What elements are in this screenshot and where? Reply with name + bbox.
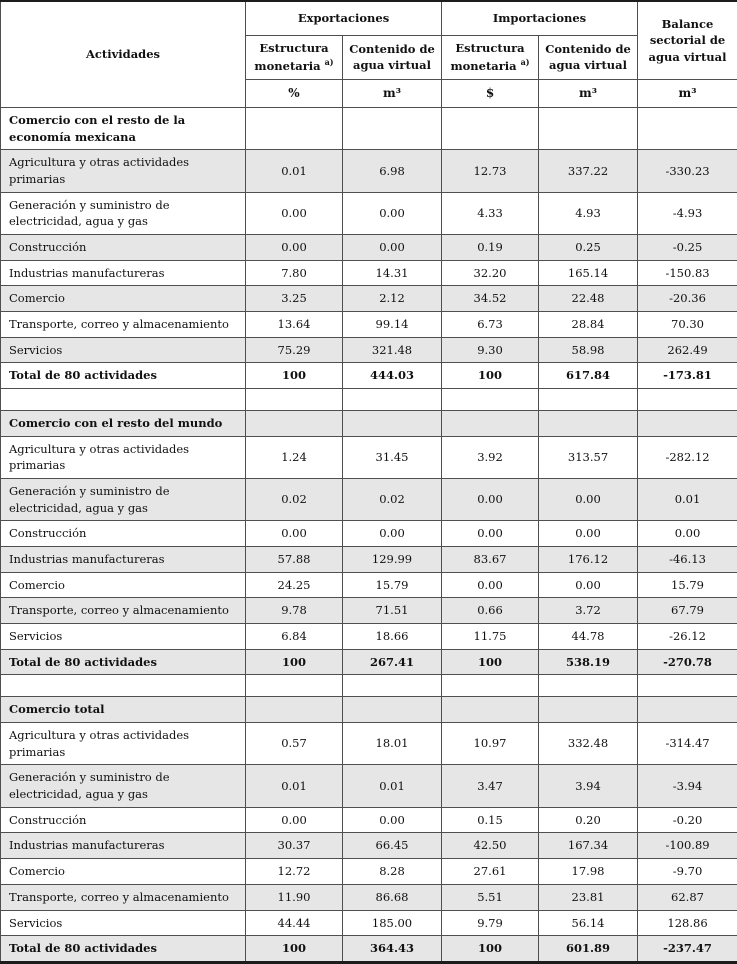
empty-cell	[442, 697, 539, 723]
value-cell: 617.84	[539, 363, 638, 389]
data-row	[1, 910, 737, 936]
value-cell: 0.00	[343, 521, 442, 547]
value-cell: 22.48	[539, 286, 638, 312]
value-cell: 167.34	[539, 833, 638, 859]
value-cell: -270.78	[638, 649, 737, 675]
value-cell: 0.00	[638, 521, 737, 547]
value-cell: 0.00	[246, 235, 343, 261]
value-cell: 23.81	[539, 884, 638, 910]
value-cell: -26.12	[638, 624, 737, 650]
value-cell: 10.97	[442, 723, 539, 765]
value-cell: 86.68	[343, 884, 442, 910]
value-cell: 62.87	[638, 884, 737, 910]
section-title-row	[1, 697, 737, 723]
value-cell: -282.12	[638, 436, 737, 478]
value-cell: 0.00	[246, 192, 343, 234]
data-row	[1, 479, 737, 521]
empty-cell	[539, 411, 638, 437]
data-row	[1, 624, 737, 650]
value-cell: 332.48	[539, 723, 638, 765]
value-cell: 0.00	[442, 572, 539, 598]
data-row	[1, 150, 737, 192]
activity-label-cell: Agricultura y otras actividades primarias	[1, 150, 246, 192]
data-row	[1, 859, 737, 885]
value-cell: -330.23	[638, 150, 737, 192]
data-row	[1, 337, 737, 363]
value-cell: 100	[246, 649, 343, 675]
value-cell: 15.79	[343, 572, 442, 598]
spacer-cell	[246, 675, 343, 697]
value-cell: -9.70	[638, 859, 737, 885]
value-cell: 18.01	[343, 723, 442, 765]
section-title-cell: Comercio con el resto de la economía mexicana	[1, 108, 246, 150]
value-cell: 57.88	[246, 547, 343, 573]
value-cell: 99.14	[343, 312, 442, 338]
value-cell: 1.24	[246, 436, 343, 478]
spacer-cell	[1, 675, 246, 697]
value-cell: 6.73	[442, 312, 539, 338]
empty-cell	[246, 697, 343, 723]
value-cell: 42.50	[442, 833, 539, 859]
value-cell: 11.75	[442, 624, 539, 650]
value-cell: 3.94	[539, 765, 638, 807]
table-body	[1, 108, 737, 963]
header-actividades: Actividades	[1, 1, 246, 108]
spacer-cell	[1, 389, 246, 411]
header-balance: Balance sectorial de agua virtual	[638, 1, 737, 80]
activity-label-cell: Transporte, correo y almacenamiento	[1, 312, 246, 338]
value-cell: 13.64	[246, 312, 343, 338]
value-cell: 0.19	[442, 235, 539, 261]
section-title-row	[1, 108, 737, 150]
activity-label-cell: Transporte, correo y almacenamiento	[1, 884, 246, 910]
data-row	[1, 312, 737, 338]
activity-label-cell: Servicios	[1, 337, 246, 363]
estructura-label: Estructura monetaria	[450, 41, 524, 72]
activity-label-cell: Servicios	[1, 624, 246, 650]
value-cell: -4.93	[638, 192, 737, 234]
value-cell: 0.00	[343, 807, 442, 833]
value-cell: 58.98	[539, 337, 638, 363]
value-cell: 3.47	[442, 765, 539, 807]
header-estructura-exportaciones	[246, 36, 343, 80]
value-cell: 71.51	[343, 598, 442, 624]
data-row	[1, 884, 737, 910]
value-cell: -100.89	[638, 833, 737, 859]
value-cell: 0.00	[442, 479, 539, 521]
value-cell: 12.73	[442, 150, 539, 192]
unit-exportaciones-estructura: %	[246, 80, 343, 108]
value-cell: 14.31	[343, 260, 442, 286]
value-cell: 0.66	[442, 598, 539, 624]
value-cell: 18.66	[343, 624, 442, 650]
activity-label-cell: Generación y suministro de electricidad, agua y gas	[1, 479, 246, 521]
value-cell: 5.51	[442, 884, 539, 910]
value-cell: 3.25	[246, 286, 343, 312]
empty-cell	[638, 108, 737, 150]
data-row	[1, 572, 737, 598]
value-cell: 128.86	[638, 910, 737, 936]
activity-label-cell: Construcción	[1, 807, 246, 833]
value-cell: 6.84	[246, 624, 343, 650]
value-cell: 0.00	[246, 521, 343, 547]
empty-cell	[442, 108, 539, 150]
activity-label-cell: Generación y suministro de electricidad, agua y gas	[1, 765, 246, 807]
section-title-cell: Comercio total	[1, 697, 246, 723]
activity-label-cell: Transporte, correo y almacenamiento	[1, 598, 246, 624]
activity-label-cell: Comercio	[1, 572, 246, 598]
value-cell: 262.49	[638, 337, 737, 363]
value-cell: -314.47	[638, 723, 737, 765]
value-cell: 364.43	[343, 936, 442, 963]
value-cell: 56.14	[539, 910, 638, 936]
value-cell: 6.98	[343, 150, 442, 192]
spacer-row	[1, 675, 737, 697]
data-row	[1, 598, 737, 624]
value-cell: 100	[246, 363, 343, 389]
activity-label-cell: Comercio	[1, 859, 246, 885]
value-cell: 12.72	[246, 859, 343, 885]
value-cell: 100	[442, 363, 539, 389]
estructura-label: Estructura monetaria	[254, 41, 328, 72]
empty-cell	[343, 697, 442, 723]
activity-label-cell: Industrias manufactureras	[1, 260, 246, 286]
empty-cell	[343, 108, 442, 150]
data-row	[1, 363, 737, 389]
value-cell: 0.57	[246, 723, 343, 765]
value-cell: 44.44	[246, 910, 343, 936]
activity-label-cell: Generación y suministro de electricidad, agua y gas	[1, 192, 246, 234]
data-row	[1, 936, 737, 963]
value-cell: 0.01	[343, 765, 442, 807]
value-cell: 267.41	[343, 649, 442, 675]
value-cell: 0.01	[246, 765, 343, 807]
data-row	[1, 260, 737, 286]
activity-label-cell: Total de 80 actividades	[1, 363, 246, 389]
value-cell: 601.89	[539, 936, 638, 963]
value-cell: 0.01	[246, 150, 343, 192]
value-cell: 15.79	[638, 572, 737, 598]
value-cell: 34.52	[442, 286, 539, 312]
empty-cell	[638, 697, 737, 723]
value-cell: 100	[442, 936, 539, 963]
value-cell: 0.20	[539, 807, 638, 833]
value-cell: 66.45	[343, 833, 442, 859]
value-cell: 0.00	[539, 572, 638, 598]
spacer-cell	[638, 389, 737, 411]
value-cell: 129.99	[343, 547, 442, 573]
value-cell: 0.00	[343, 235, 442, 261]
activity-label-cell: Total de 80 actividades	[1, 649, 246, 675]
value-cell: 7.80	[246, 260, 343, 286]
spacer-cell	[442, 389, 539, 411]
empty-cell	[539, 697, 638, 723]
value-cell: 0.00	[539, 479, 638, 521]
value-cell: -237.47	[638, 936, 737, 963]
footnote-a-marker: a)	[521, 57, 530, 67]
unit-importaciones-contenido: m³	[539, 80, 638, 108]
value-cell: 9.78	[246, 598, 343, 624]
data-row	[1, 723, 737, 765]
value-cell: 313.57	[539, 436, 638, 478]
value-cell: 0.00	[343, 192, 442, 234]
value-cell: 9.30	[442, 337, 539, 363]
data-row	[1, 192, 737, 234]
value-cell: -0.25	[638, 235, 737, 261]
value-cell: 0.02	[246, 479, 343, 521]
spacer-cell	[246, 389, 343, 411]
activity-label-cell: Industrias manufactureras	[1, 833, 246, 859]
unit-balance: m³	[638, 80, 737, 108]
value-cell: 4.93	[539, 192, 638, 234]
empty-cell	[638, 411, 737, 437]
value-cell: 100	[442, 649, 539, 675]
activity-label-cell: Construcción	[1, 235, 246, 261]
unit-importaciones-estructura: $	[442, 80, 539, 108]
value-cell: 4.33	[442, 192, 539, 234]
value-cell: 8.28	[343, 859, 442, 885]
value-cell: -173.81	[638, 363, 737, 389]
value-cell: 176.12	[539, 547, 638, 573]
header-importaciones: Importaciones	[442, 1, 638, 36]
empty-cell	[343, 411, 442, 437]
activity-label-cell: Industrias manufactureras	[1, 547, 246, 573]
footnote-a-marker: a)	[325, 57, 334, 67]
value-cell: 70.30	[638, 312, 737, 338]
value-cell: -3.94	[638, 765, 737, 807]
value-cell: 0.15	[442, 807, 539, 833]
section-title-row	[1, 411, 737, 437]
value-cell: 9.79	[442, 910, 539, 936]
value-cell: -20.36	[638, 286, 737, 312]
value-cell: 28.84	[539, 312, 638, 338]
data-row	[1, 649, 737, 675]
value-cell: 0.00	[442, 521, 539, 547]
value-cell: 0.00	[246, 807, 343, 833]
data-row	[1, 547, 737, 573]
spacer-cell	[539, 389, 638, 411]
value-cell: 3.92	[442, 436, 539, 478]
empty-cell	[246, 108, 343, 150]
unit-exportaciones-contenido: m³	[343, 80, 442, 108]
activity-label-cell: Servicios	[1, 910, 246, 936]
empty-cell	[246, 411, 343, 437]
data-row	[1, 807, 737, 833]
value-cell: 17.98	[539, 859, 638, 885]
data-row	[1, 286, 737, 312]
value-cell: 337.22	[539, 150, 638, 192]
data-row	[1, 765, 737, 807]
data-row	[1, 235, 737, 261]
header-exportaciones: Exportaciones	[246, 1, 442, 36]
value-cell: 0.01	[638, 479, 737, 521]
data-row	[1, 436, 737, 478]
value-cell: 538.19	[539, 649, 638, 675]
table-header	[1, 1, 737, 108]
spacer-row	[1, 389, 737, 411]
activity-label-cell: Agricultura y otras actividades primarias	[1, 436, 246, 478]
value-cell: 0.02	[343, 479, 442, 521]
value-cell: 11.90	[246, 884, 343, 910]
spacer-cell	[343, 389, 442, 411]
spacer-cell	[638, 675, 737, 697]
value-cell: 3.72	[539, 598, 638, 624]
activity-label-cell: Total de 80 actividades	[1, 936, 246, 963]
empty-cell	[442, 411, 539, 437]
data-row	[1, 521, 737, 547]
value-cell: 32.20	[442, 260, 539, 286]
activity-label-cell: Construcción	[1, 521, 246, 547]
value-cell: 185.00	[343, 910, 442, 936]
value-cell: 444.03	[343, 363, 442, 389]
spacer-cell	[442, 675, 539, 697]
value-cell: 75.29	[246, 337, 343, 363]
value-cell: 27.61	[442, 859, 539, 885]
spacer-cell	[343, 675, 442, 697]
section-title-cell: Comercio con el resto del mundo	[1, 411, 246, 437]
value-cell: 30.37	[246, 833, 343, 859]
header-contenido-exportaciones: Contenido de agua virtual	[343, 36, 442, 80]
header-estructura-importaciones	[442, 36, 539, 80]
data-row	[1, 833, 737, 859]
value-cell: 321.48	[343, 337, 442, 363]
value-cell: -0.20	[638, 807, 737, 833]
value-cell: -150.83	[638, 260, 737, 286]
value-cell: 44.78	[539, 624, 638, 650]
value-cell: 100	[246, 936, 343, 963]
header-row-groups	[1, 1, 737, 36]
value-cell: 67.79	[638, 598, 737, 624]
header-contenido-importaciones: Contenido de agua virtual	[539, 36, 638, 80]
value-cell: 0.25	[539, 235, 638, 261]
value-cell: 0.00	[539, 521, 638, 547]
value-cell: 24.25	[246, 572, 343, 598]
value-cell: 2.12	[343, 286, 442, 312]
value-cell: 165.14	[539, 260, 638, 286]
activity-label-cell: Comercio	[1, 286, 246, 312]
empty-cell	[539, 108, 638, 150]
value-cell: 31.45	[343, 436, 442, 478]
activity-label-cell: Agricultura y otras actividades primarias	[1, 723, 246, 765]
spacer-cell	[539, 675, 638, 697]
value-cell: 83.67	[442, 547, 539, 573]
value-cell: -46.13	[638, 547, 737, 573]
